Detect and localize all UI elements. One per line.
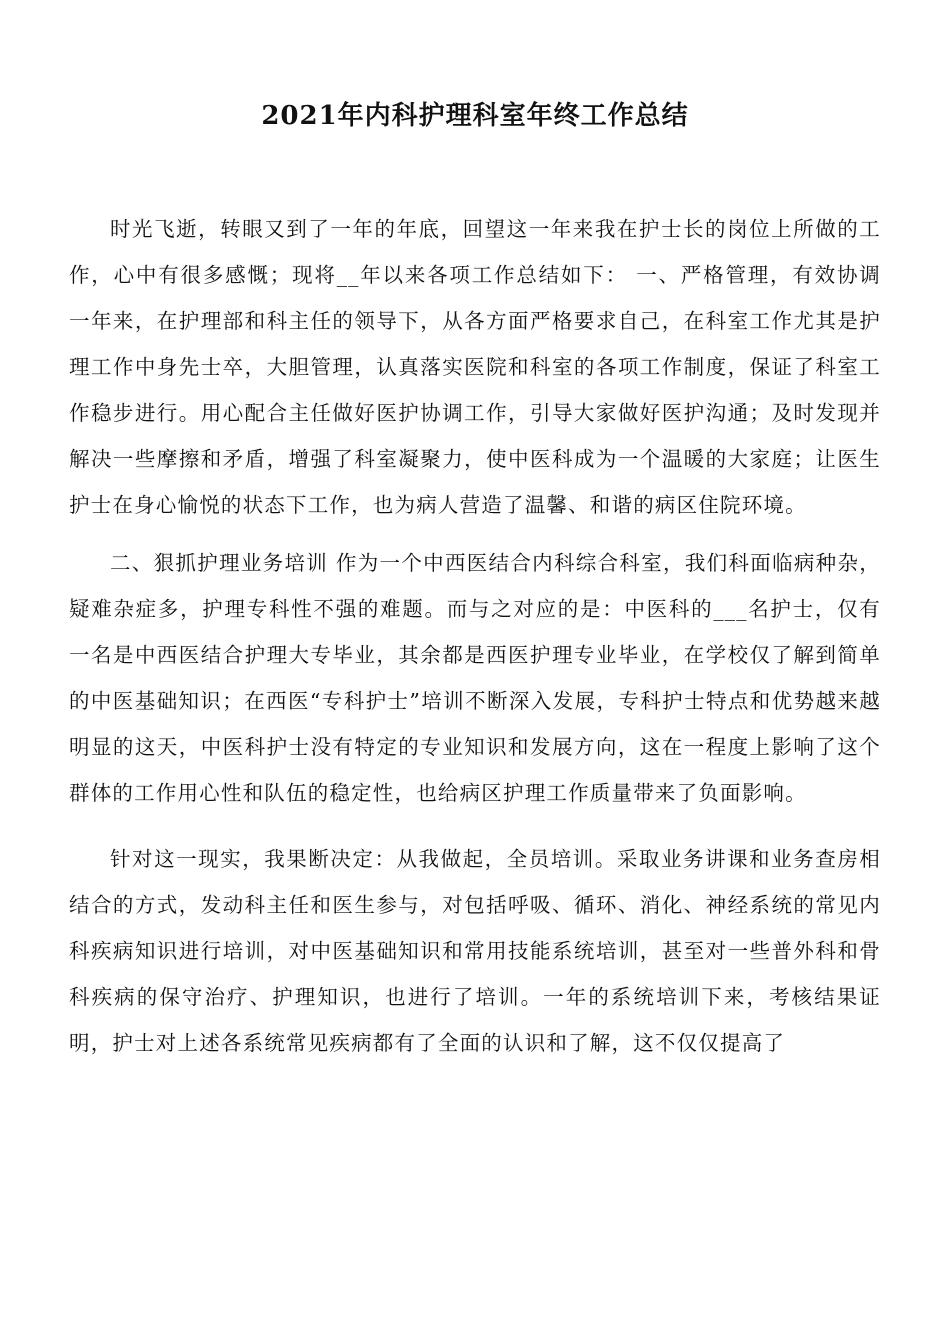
paragraph-management: 时光飞逝，转眼又到了一年的年底，回望这一年来我在护士长的岗位上所做的工作，心中有很多感慨；现将__年以来各项工作总结如下： 一、严格管理，有效协调 一年来，在护理部和科主任的领导下，从各方面严格要求自己，在科室工作尤其是护理工作中身先士卒，大胆管理，认真落实医院和科室的各项工作制度，保证了科室工作稳步进行。用心配合主任做好医护协调工作，引导大家做好医护沟通；及时发现并解决一些摩擦和矛盾，增强了科室凝聚力，使中医科成为一个温暖的大家庭；让医生护士在身心愉悦的状态下工作，也为病人营造了温馨、和谐的病区住院环境。 [69,217,881,517]
document-body [69,206,881,1066]
paragraph-training: 二、狠抓护理业务培训 作为一个中西医结合内科综合科室，我们科面临病种杂，疑难杂症多，护理专科性不强的难题。而与之对应的是：中医科的___名护士，仅有一名是中西医结合护理大专毕业，其余都是西医护理专业毕业，在学校仅了解到简单的中医基础知识；在西医“专科护士”培训不断深入发展，专科护士特点和优势越来越明显的这天，中医科护士没有特定的专业知识和发展方向，这在一程度上影响了这个群体的工作用心性和队伍的稳定性，也给病区护理工作质量带来了负面影响。 [69,551,881,805]
paragraph-training-measures: 针对这一现实，我果断决定：从我做起，全员培训。采取业务讲课和业务查房相结合的方式，发动科主任和医生参与，对包括呼吸、循环、消化、神经系统的常见内科疾病知识进行培训，对中医基础知识和常用技能系统培训，甚至对一些普外科和骨科疾病的保守治疗、护理知识，也进行了培训。一年的系统培训下来，考核结果证明，护士对上述各系统常见疾病都有了全面的认识和了解，这不仅仅提高了 [69,847,881,1055]
document-title: 2021年内科护理科室年终工作总结 [261,101,689,131]
